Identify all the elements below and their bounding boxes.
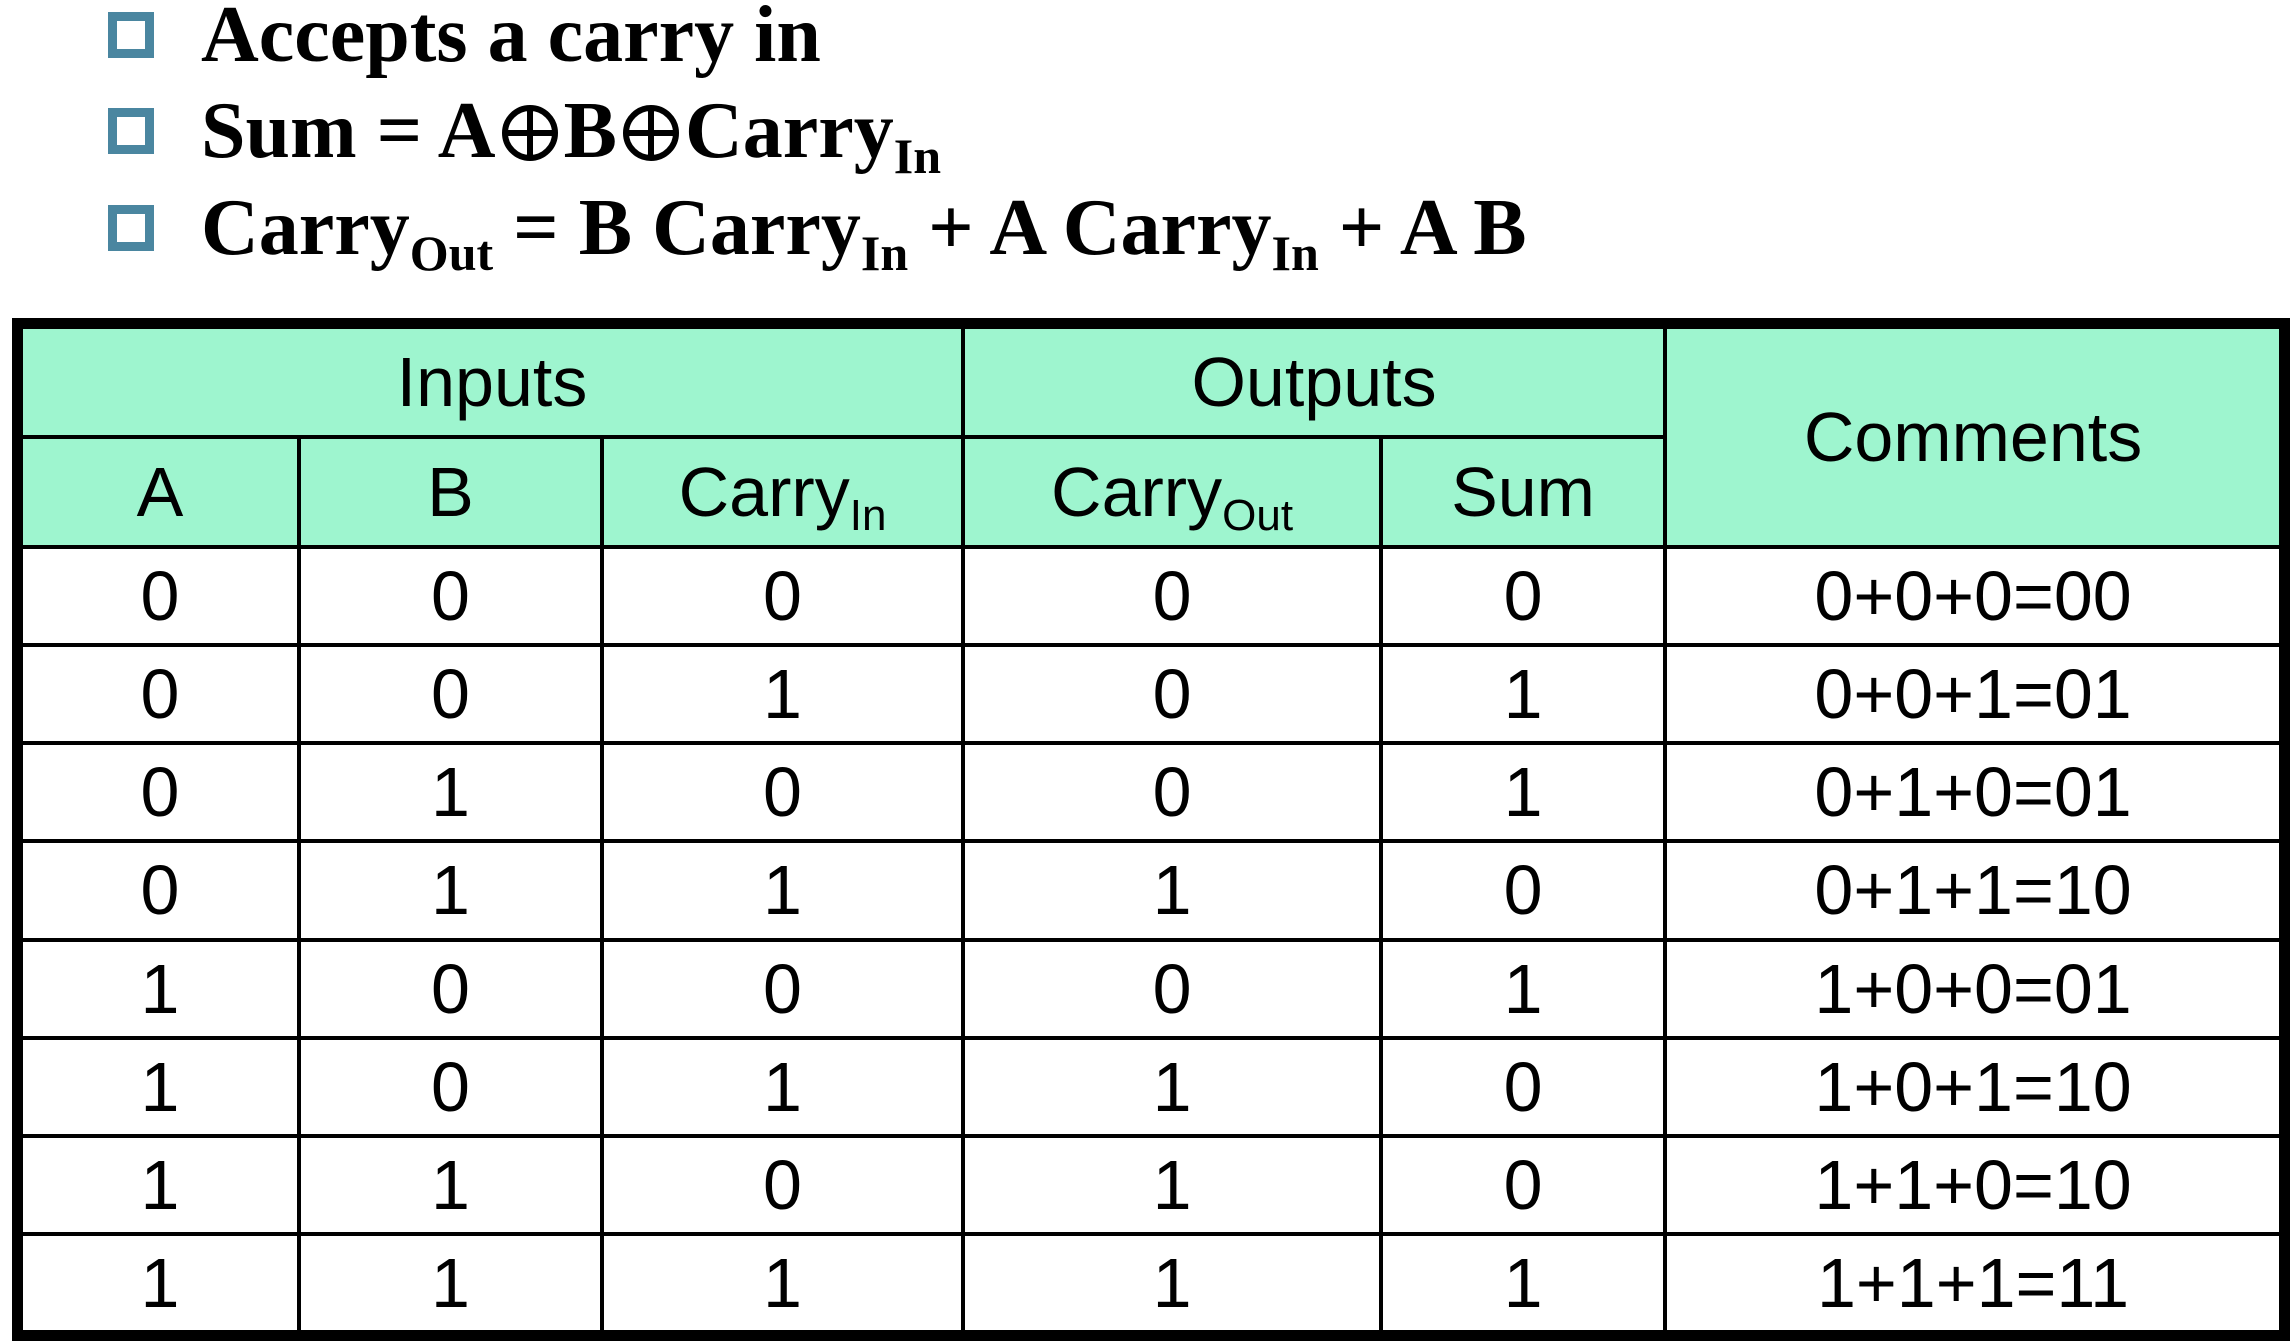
cell-a: 1 xyxy=(21,1038,299,1136)
cell-carry-out: 0 xyxy=(963,940,1381,1038)
bullet-list xyxy=(0,0,2290,300)
cell-b: 0 xyxy=(299,645,602,743)
carry-out-subscript: Out xyxy=(1222,491,1294,540)
carry-in-subscript: In xyxy=(1271,225,1319,281)
bullet-item-sum-equation xyxy=(108,83,941,184)
cell-sum: 0 xyxy=(1381,841,1665,939)
circled-plus-xor-icon xyxy=(500,103,560,163)
cell-b: 1 xyxy=(299,1136,602,1234)
bullet-item-carry-in xyxy=(108,0,821,83)
carry-in-subscript: In xyxy=(860,225,909,281)
table-row xyxy=(21,1234,2281,1332)
cell-sum: 1 xyxy=(1381,645,1665,743)
sum-lhs: Sum = A xyxy=(201,87,496,175)
outputs-group-header: Outputs xyxy=(963,327,1665,437)
cell-sum: 1 xyxy=(1381,743,1665,841)
column-header-b: B xyxy=(299,437,602,547)
carry-in-label: Carry xyxy=(678,453,850,531)
cell-carry-in: 0 xyxy=(602,547,963,645)
bullet-item-carry-out-equation xyxy=(108,180,1527,281)
group-header-row xyxy=(21,327,2281,437)
table-row xyxy=(21,645,2281,743)
sum-equation xyxy=(201,87,941,184)
cell-carry-in: 1 xyxy=(602,1038,963,1136)
cell-b: 0 xyxy=(299,1038,602,1136)
cell-comment: 0+1+1=10 xyxy=(1665,841,2281,939)
cell-b: 1 xyxy=(299,743,602,841)
table-row xyxy=(21,841,2281,939)
cell-sum: 1 xyxy=(1381,1234,1665,1332)
column-header-carry-out xyxy=(963,437,1381,547)
hollow-square-bullet-icon xyxy=(108,108,154,154)
cell-carry-in: 0 xyxy=(602,940,963,1038)
carry-out-equation xyxy=(201,184,1527,281)
cell-comment: 1+0+0=01 xyxy=(1665,940,2281,1038)
cell-sum: 1 xyxy=(1381,940,1665,1038)
table-row xyxy=(21,940,2281,1038)
comments-header: Comments xyxy=(1665,327,2281,547)
cell-carry-out: 0 xyxy=(963,645,1381,743)
cell-b: 1 xyxy=(299,1234,602,1332)
carry-out-label: Carry xyxy=(201,184,410,272)
cell-carry-in: 1 xyxy=(602,1234,963,1332)
bullet-text: Accepts a carry in xyxy=(201,0,821,79)
cell-comment: 1+0+1=10 xyxy=(1665,1038,2281,1136)
table-row xyxy=(21,1136,2281,1234)
cell-a: 1 xyxy=(21,1136,299,1234)
inputs-group-header: Inputs xyxy=(21,327,963,437)
cell-a: 0 xyxy=(21,743,299,841)
cell-sum: 0 xyxy=(1381,547,1665,645)
carry-in-subscript: In xyxy=(849,491,887,540)
cell-sum: 0 xyxy=(1381,1038,1665,1136)
cell-comment: 0+0+1=01 xyxy=(1665,645,2281,743)
cell-b: 0 xyxy=(299,547,602,645)
column-header-a: A xyxy=(21,437,299,547)
column-header-sum: Sum xyxy=(1381,437,1665,547)
cell-b: 1 xyxy=(299,841,602,939)
circled-plus-xor-icon xyxy=(621,103,681,163)
cell-comment: 1+1+0=10 xyxy=(1665,1136,2281,1234)
cell-a: 1 xyxy=(21,1234,299,1332)
cell-carry-out: 0 xyxy=(963,547,1381,645)
cell-carry-in: 1 xyxy=(602,645,963,743)
cell-carry-out: 1 xyxy=(963,1038,1381,1136)
cell-carry-out: 1 xyxy=(963,1234,1381,1332)
sum-carry-subscript: In xyxy=(893,128,941,184)
hollow-square-bullet-icon xyxy=(108,12,154,58)
cell-a: 0 xyxy=(21,841,299,939)
table-row xyxy=(21,547,2281,645)
cell-carry-in: 0 xyxy=(602,1136,963,1234)
sum-b: B xyxy=(563,87,617,175)
cell-a: 0 xyxy=(21,645,299,743)
cell-carry-out: 1 xyxy=(963,1136,1381,1234)
cell-carry-out: 0 xyxy=(963,743,1381,841)
cell-comment: 0+1+0=01 xyxy=(1665,743,2281,841)
equation-term-a: + A Carry xyxy=(908,184,1272,272)
cell-carry-in: 0 xyxy=(602,743,963,841)
full-adder-truth-table xyxy=(19,325,2283,1334)
cell-a: 1 xyxy=(21,940,299,1038)
cell-comment: 1+1+1=11 xyxy=(1665,1234,2281,1332)
equation-term-ab: + A B xyxy=(1318,184,1527,272)
carry-out-label: Carry xyxy=(1051,453,1223,531)
column-header-carry-in xyxy=(602,437,963,547)
cell-comment: 0+0+0=00 xyxy=(1665,547,2281,645)
cell-b: 0 xyxy=(299,940,602,1038)
table-row xyxy=(21,743,2281,841)
cell-a: 0 xyxy=(21,547,299,645)
sum-carry: Carry xyxy=(684,87,894,175)
equation-term-b: = B Carry xyxy=(493,184,861,272)
carry-out-subscript: Out xyxy=(409,225,494,281)
cell-sum: 0 xyxy=(1381,1136,1665,1234)
cell-carry-in: 1 xyxy=(602,841,963,939)
table-row xyxy=(21,1038,2281,1136)
hollow-square-bullet-icon xyxy=(108,205,154,251)
cell-carry-out: 1 xyxy=(963,841,1381,939)
